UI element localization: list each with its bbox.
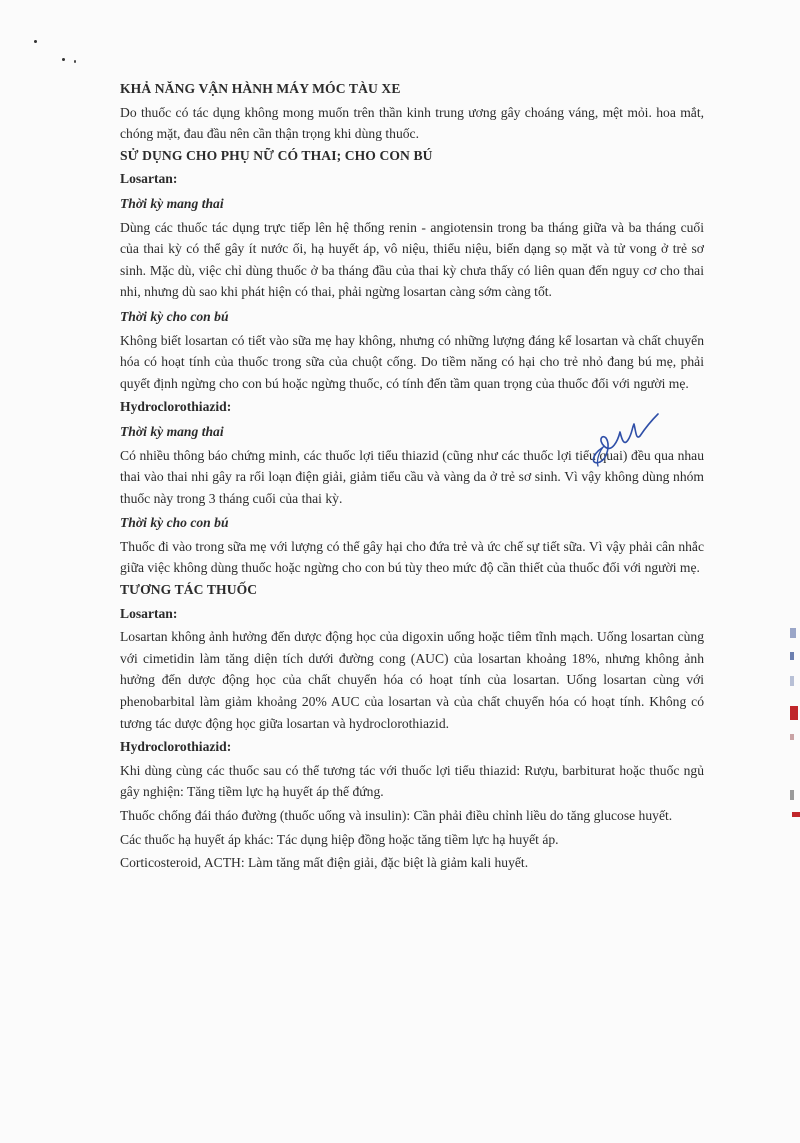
subsection-heading: Losartan:: [120, 605, 178, 621]
scan-speck: [62, 58, 65, 61]
paragraph: Không biết losartan có tiết vào sữa mẹ hay không, nhưng có những lượng đáng kể losartan và chất chuyển hóa có hoạt tính của thuốc trong sữa của chuột cống. Do tiềm năng có hại cho trẻ nhỏ đang bú mẹ, phải quyết định ngừng cho con bú hoặc ngừng thuốc, có tính đến tầm quan trọng của thuốc đối với người mẹ.: [120, 332, 704, 391]
paragraph: Thuốc đi vào trong sữa mẹ với lượng có thể gây hại cho đứa trẻ và ức chế sự tiết sữa. Vì vậy phải cân nhắc giữa việc không dùng thuốc hoặc ngừng cho con bú tùy theo mức độ cần thiết của thuốc đối với người mẹ.: [120, 538, 704, 576]
paragraph: Khi dùng cùng các thuốc sau có thể tương tác với thuốc lợi tiểu thiazid: Rượu, barbiturat hoặc thuốc ngủ gây nghiện: Tăng tiềm lực hạ huyết áp thế đứng.: [120, 762, 704, 800]
document-body: [120, 78, 704, 874]
edge-mark: [790, 790, 794, 800]
subheading: Thời kỳ cho con bú: [120, 515, 229, 531]
subheading: Thời kỳ mang thai: [120, 423, 224, 439]
edge-mark: [790, 734, 794, 740]
paragraph: Corticosteroid, ACTH: Làm tăng mất điện giải, đặc biệt là giảm kali huyết.: [120, 855, 529, 871]
subsection-heading: Losartan:: [120, 171, 178, 187]
subheading: Thời kỳ cho con bú: [120, 308, 229, 324]
edge-mark: [792, 812, 800, 817]
section-heading: KHẢ NĂNG VẬN HÀNH MÁY MÓC TÀU XE: [120, 81, 401, 96]
paragraph: Các thuốc hạ huyết áp khác: Tác dụng hiệp đồng hoặc tăng tiềm lực hạ huyết áp.: [120, 831, 559, 847]
paragraph: Do thuốc có tác dụng không mong muốn trên thần kinh trung ương gây choáng váng, mệt mỏi. hoa mắt, chóng mặt, đau đầu nên cần thận trọng khi dùng thuốc.: [120, 104, 704, 142]
section-heading: TƯƠNG TÁC THUỐC: [120, 582, 258, 598]
signature-icon: [588, 410, 678, 470]
edge-mark: [790, 652, 794, 660]
edge-mark: [790, 706, 798, 720]
paragraph: Có nhiều thông báo chứng minh, các thuốc lợi tiểu thiazid (cũng như các thuốc lợi tiểu quai) đều qua nhau thai vào thai nhi gây ra rối loạn điện giải, giảm tiểu cầu và vàng da ở trẻ sơ sinh. Vì vậy không dùng nhóm thuốc này trong 3 tháng cuối của thai kỳ.: [120, 447, 704, 506]
paragraph: Dùng các thuốc tác dụng trực tiếp lên hệ thống renin - angiotensin trong ba tháng giữa và ba tháng cuối của thai kỳ có thể gây ít nước ối, hạ huyết áp, vô niệu, thiểu niệu, biến dạng sọ mặt và tử vong ở trẻ sơ sinh. Mặc dù, việc chỉ dùng thuốc ở ba tháng đầu của thai kỳ chưa thấy có liên quan đến nguy cơ cho thai nhi, nhưng dù sao khi phát hiện có thai, phải ngừng losartan càng sớm càng tốt.: [120, 219, 704, 300]
edge-mark: [790, 676, 794, 686]
edge-mark: [790, 628, 796, 638]
scan-speck: [34, 40, 37, 43]
paragraph: Thuốc chống đái tháo đường (thuốc uống và insulin): Cần phải điều chỉnh liều do tăng glucose huyết.: [120, 808, 673, 823]
section-heading: SỬ DỤNG CHO PHỤ NỮ CÓ THAI; CHO CON BÚ: [120, 147, 433, 163]
subsection-heading: Hydroclorothiazid:: [120, 739, 232, 755]
paragraph: Losartan không ảnh hưởng đến dược động học của digoxin uống hoặc tiêm tĩnh mạch. Uống losartan cùng với cimetidin làm tăng diện tích dưới đường cong (AUC) của losartan khoảng 18%, nhưng không ảnh hưởng đến dược động học của chất chuyển hóa có hoạt tính của losartan. Uống losartan cùng với phenobarbital làm giảm khoảng 20% AUC của losartan và của chất chuyển hóa có hoạt tính. Không có tương tác dược động học giữa losartan và hydroclorothiazid.: [120, 629, 704, 731]
scan-speck: [74, 60, 76, 63]
subsection-heading: Hydroclorothiazid:: [120, 399, 232, 415]
subheading: Thời kỳ mang thai: [120, 195, 224, 211]
